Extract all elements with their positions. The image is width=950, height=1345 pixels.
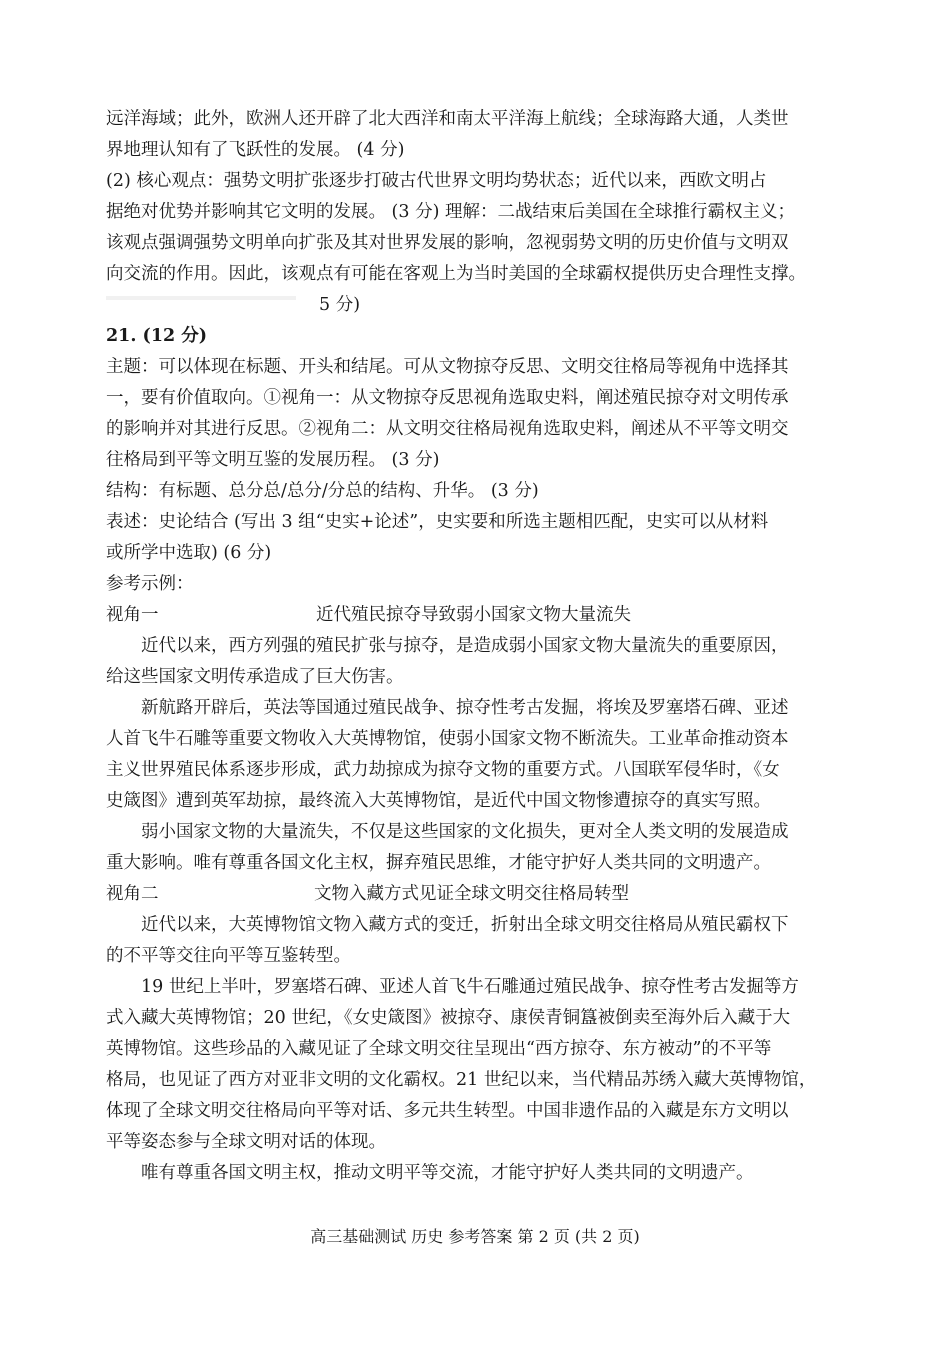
text-line: 式入藏大英博物馆；20 世纪，《女史箴图》被掠夺、康侯青铜簋被倒卖至海外后入藏于大 bbox=[106, 1008, 791, 1028]
text-line: 近代以来，西方列强的殖民扩张与掠夺，是造成弱小国家文物大量流失的重要原因， bbox=[141, 636, 789, 656]
text-line: 向交流的作用。因此，该观点有可能在客观上为当时美国的全球霸权提供历史合理性支撑。 bbox=[106, 264, 806, 284]
text-line: 表述：史论结合 (写出 3 组“史实+论述”，史实要和所选主题相匹配，史实可以从材料 bbox=[106, 512, 769, 532]
text-line: 19 世纪上半叶，罗塞塔石碑、亚述人首飞牛石雕通过殖民战争、掠夺性考古发掘等方 bbox=[141, 977, 799, 997]
text-line: 一，要有价值取向。①视角一：从文物掠夺反思视角选取史料，阐述殖民掠夺对文明传承 bbox=[106, 388, 789, 408]
view-label: 视角二 bbox=[106, 884, 159, 904]
text-line: 英博物馆。这些珍品的入藏见证了全球文明交往呈现出“西方掠夺、东方被动”的不平等 bbox=[106, 1039, 772, 1059]
view-label: 视角一 bbox=[106, 605, 159, 625]
answer-content bbox=[106, 104, 854, 1189]
text-line: 近代以来，大英博物馆文物入藏方式的变迁，折射出全球文明交往格局从殖民霸权下 bbox=[141, 915, 789, 935]
text-line: 格局，也见证了西方对亚非文明的文化霸权。21 世纪以来，当代精品苏绣入藏大英博物馆， bbox=[106, 1070, 817, 1090]
text-line: (2) 核心观点：强势文明扩张逐步打破古代世界文明均势状态；近代以来，西欧文明占 bbox=[106, 171, 767, 191]
text-line: 弱小国家文物的大量流失，不仅是这些国家的文化损失，更对全人类文明的发展造成 bbox=[141, 822, 789, 842]
text-line: 的影响并对其进行反思。②视角二：从文明交往格局视角选取史料，阐述从不平等文明交 bbox=[106, 419, 789, 439]
text-line: 据绝对优势并影响其它文明的发展。 (3 分) 理解：二战结束后美国在全球推行霸权主义； bbox=[106, 202, 795, 222]
text-line: 结构：有标题、总分总/总分/分总的结构、升华。 (3 分) bbox=[106, 481, 539, 501]
text-line: 重大影响。唯有尊重各国文化主权，摒弃殖民思维，才能守护好人类共同的文明遗产。 bbox=[106, 853, 771, 873]
text-line: 5 分) bbox=[319, 295, 361, 315]
view-title: 文物入藏方式见证全球文明交往格局转型 bbox=[314, 884, 629, 904]
text-line: 或所学中选取) (6 分) bbox=[106, 543, 272, 563]
text-line: 界地理认知有了飞跃性的发展。 (4 分) bbox=[106, 140, 405, 160]
text-line: 新航路开辟后，英法等国通过殖民战争、掠夺性考古发掘，将埃及罗塞塔石碑、亚述 bbox=[141, 698, 789, 718]
text-line: 体现了全球文明交往格局向平等对话、多元共生转型。中国非遗作品的入藏是东方文明以 bbox=[106, 1101, 789, 1121]
text-line: 唯有尊重各国文明主权，推动文明平等交流，才能守护好人类共同的文明遗产。 bbox=[141, 1163, 754, 1183]
page-footer: 高三基础测试 历史 参考答案 第 2 页 (共 2 页) bbox=[310, 1227, 640, 1246]
text-line: 的不平等交往向平等互鉴转型。 bbox=[106, 946, 351, 966]
text-line: 人首飞牛石雕等重要文物收入大英博物馆，使弱小国家文物不断流失。工业革命推动资本 bbox=[106, 729, 789, 749]
text-line: 该观点强调强势文明单向扩张及其对世界发展的影响，忽视弱势文明的历史价值与文明双 bbox=[106, 233, 789, 253]
text-line: 史箴图》遭到英军劫掠，最终流入大英博物馆，是近代中国文物惨遭掠夺的真实写照。 bbox=[106, 791, 771, 811]
text-line: 主义世界殖民体系逐步形成，武力劫掠成为掠夺文物的重要方式。八国联军侵华时，《女 bbox=[106, 760, 780, 780]
view-one-heading bbox=[106, 600, 854, 631]
view-title: 近代殖民掠夺导致弱小国家文物大量流失 bbox=[316, 605, 631, 625]
text-line: 给这些国家文明传承造成了巨大伤害。 bbox=[106, 667, 404, 687]
text-line: 远洋海域；此外，欧洲人还开辟了北大西洋和南太平洋海上航线；全球海路大通，人类世 bbox=[106, 109, 789, 129]
text-line: 平等姿态参与全球文明对话的体现。 bbox=[106, 1132, 386, 1152]
text-line: 往格局到平等文明互鉴的发展历程。 (3 分) bbox=[106, 450, 440, 470]
text-line: 参考示例： bbox=[106, 574, 194, 594]
text-line: 主题：可以体现在标题、开头和结尾。可从文物掠夺反思、文明交往格局等视角中选择其 bbox=[106, 357, 789, 377]
view-two-heading bbox=[106, 879, 854, 910]
question-number: 21. (12 分) bbox=[106, 326, 208, 346]
